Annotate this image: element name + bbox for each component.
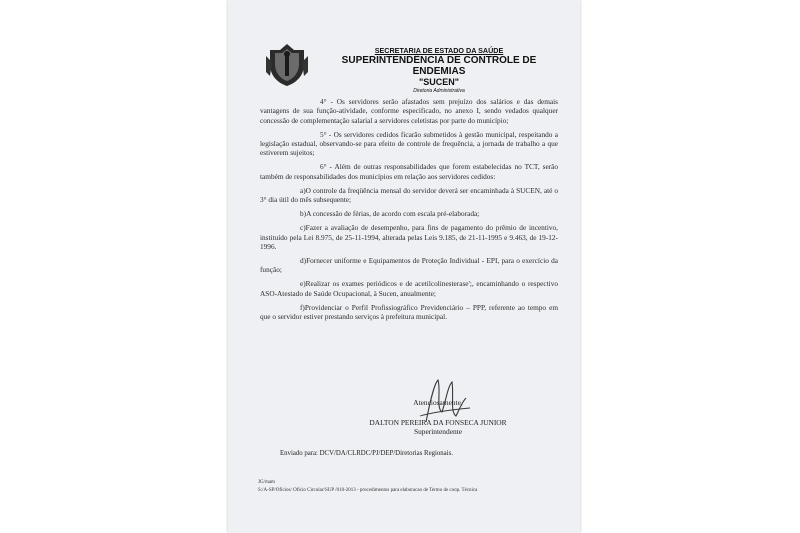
signature-block [338, 398, 538, 437]
paragraph-4: 4° - Os servidores serão afastados sem prejuízo dos salários e das demais vantagens de sua função-atividade, conforme especificado, no anexo I, sendo vedados qualquer concessão de complementação salarial a servidores celetistas por parte do município; [260, 97, 558, 125]
distribution-line: Enviado para: DCV/DA/CLRDC/PJ/DEP/Diretorias Regionais. [280, 450, 453, 457]
document-page [228, 0, 580, 533]
item-f: f)Providenciar o Perfil Profissiográfico Previdenciário – PPP, referente ao tempo em que o servidor estiver prestando serviços à prefeitura municipal. [260, 302, 558, 322]
item-c: c)Fazer a avaliação de desempenho, para fins de pagamento do prêmio de incentivo, instituído pela Lei 8.975, de 25-11-1994, alterada pelas Leis 9.185, de 21-11-1995 e 9.463, de 19-12-1996. [260, 223, 558, 251]
signer-name: DALTON PEREIRA DA FONSECA JUNIOR [369, 417, 507, 427]
footer [258, 479, 477, 495]
paragraph-5: 5° - Os servidores cedidos ficarão submetidos à gestão municipal, respeitando a legislação estadual, observando-se para efeito de controle de frequência, a jornada de trabalho a que estiverem sujeitos; [260, 129, 558, 158]
coat-of-arms-icon [264, 42, 310, 88]
item-b: b)A concessão de férias, de acordo com escala pré-elaborada; [300, 209, 480, 219]
item-d: d)Fornecer uniforme e Equipamentos de Proteção Individual - EPI, para o exercício da função; [260, 255, 558, 275]
paragraph-6: 6° - Além de outras responsabilidades que forem estabelecidas no TCT, serão também de responsabilidades dos municípios em relação aos servidores cedidos: [260, 162, 558, 181]
closing-text: Atenciosamente, [413, 398, 463, 407]
secretaria-heading: SECRETARIA DE ESTADO DA SAÚDE [374, 46, 504, 55]
diretoria-heading: Diretoria Administrativa [413, 88, 465, 94]
sucen-heading: "SUCEN" [418, 77, 460, 87]
item-a: a)O controle da freqüência mensal do servidor deverá ser encaminhada à SUCEN, até o 3° dia útil do mês subsequente; [260, 185, 558, 205]
initials: JG/mam [258, 480, 275, 485]
file-path: S:/A-SP/Ofícios/ Ofício Circular/SUP /010-2013 - procedimentos para elaboracao de Termo de coop. Técnica [258, 488, 478, 493]
signer-title: Superintendente [413, 427, 463, 436]
letterhead [324, 46, 554, 95]
letter-body [260, 97, 558, 326]
item-e: e)Realizar os exames periódicos e de acetilcolinesterase';, encaminhando o respectivo ASO-Atestado de Saúde Ocupacional, à Sucen, anualmente; [260, 279, 558, 298]
superintendencia-heading: SUPERINTENDÊNCIA DE CONTROLE DE ENDEMIAS [341, 55, 537, 77]
